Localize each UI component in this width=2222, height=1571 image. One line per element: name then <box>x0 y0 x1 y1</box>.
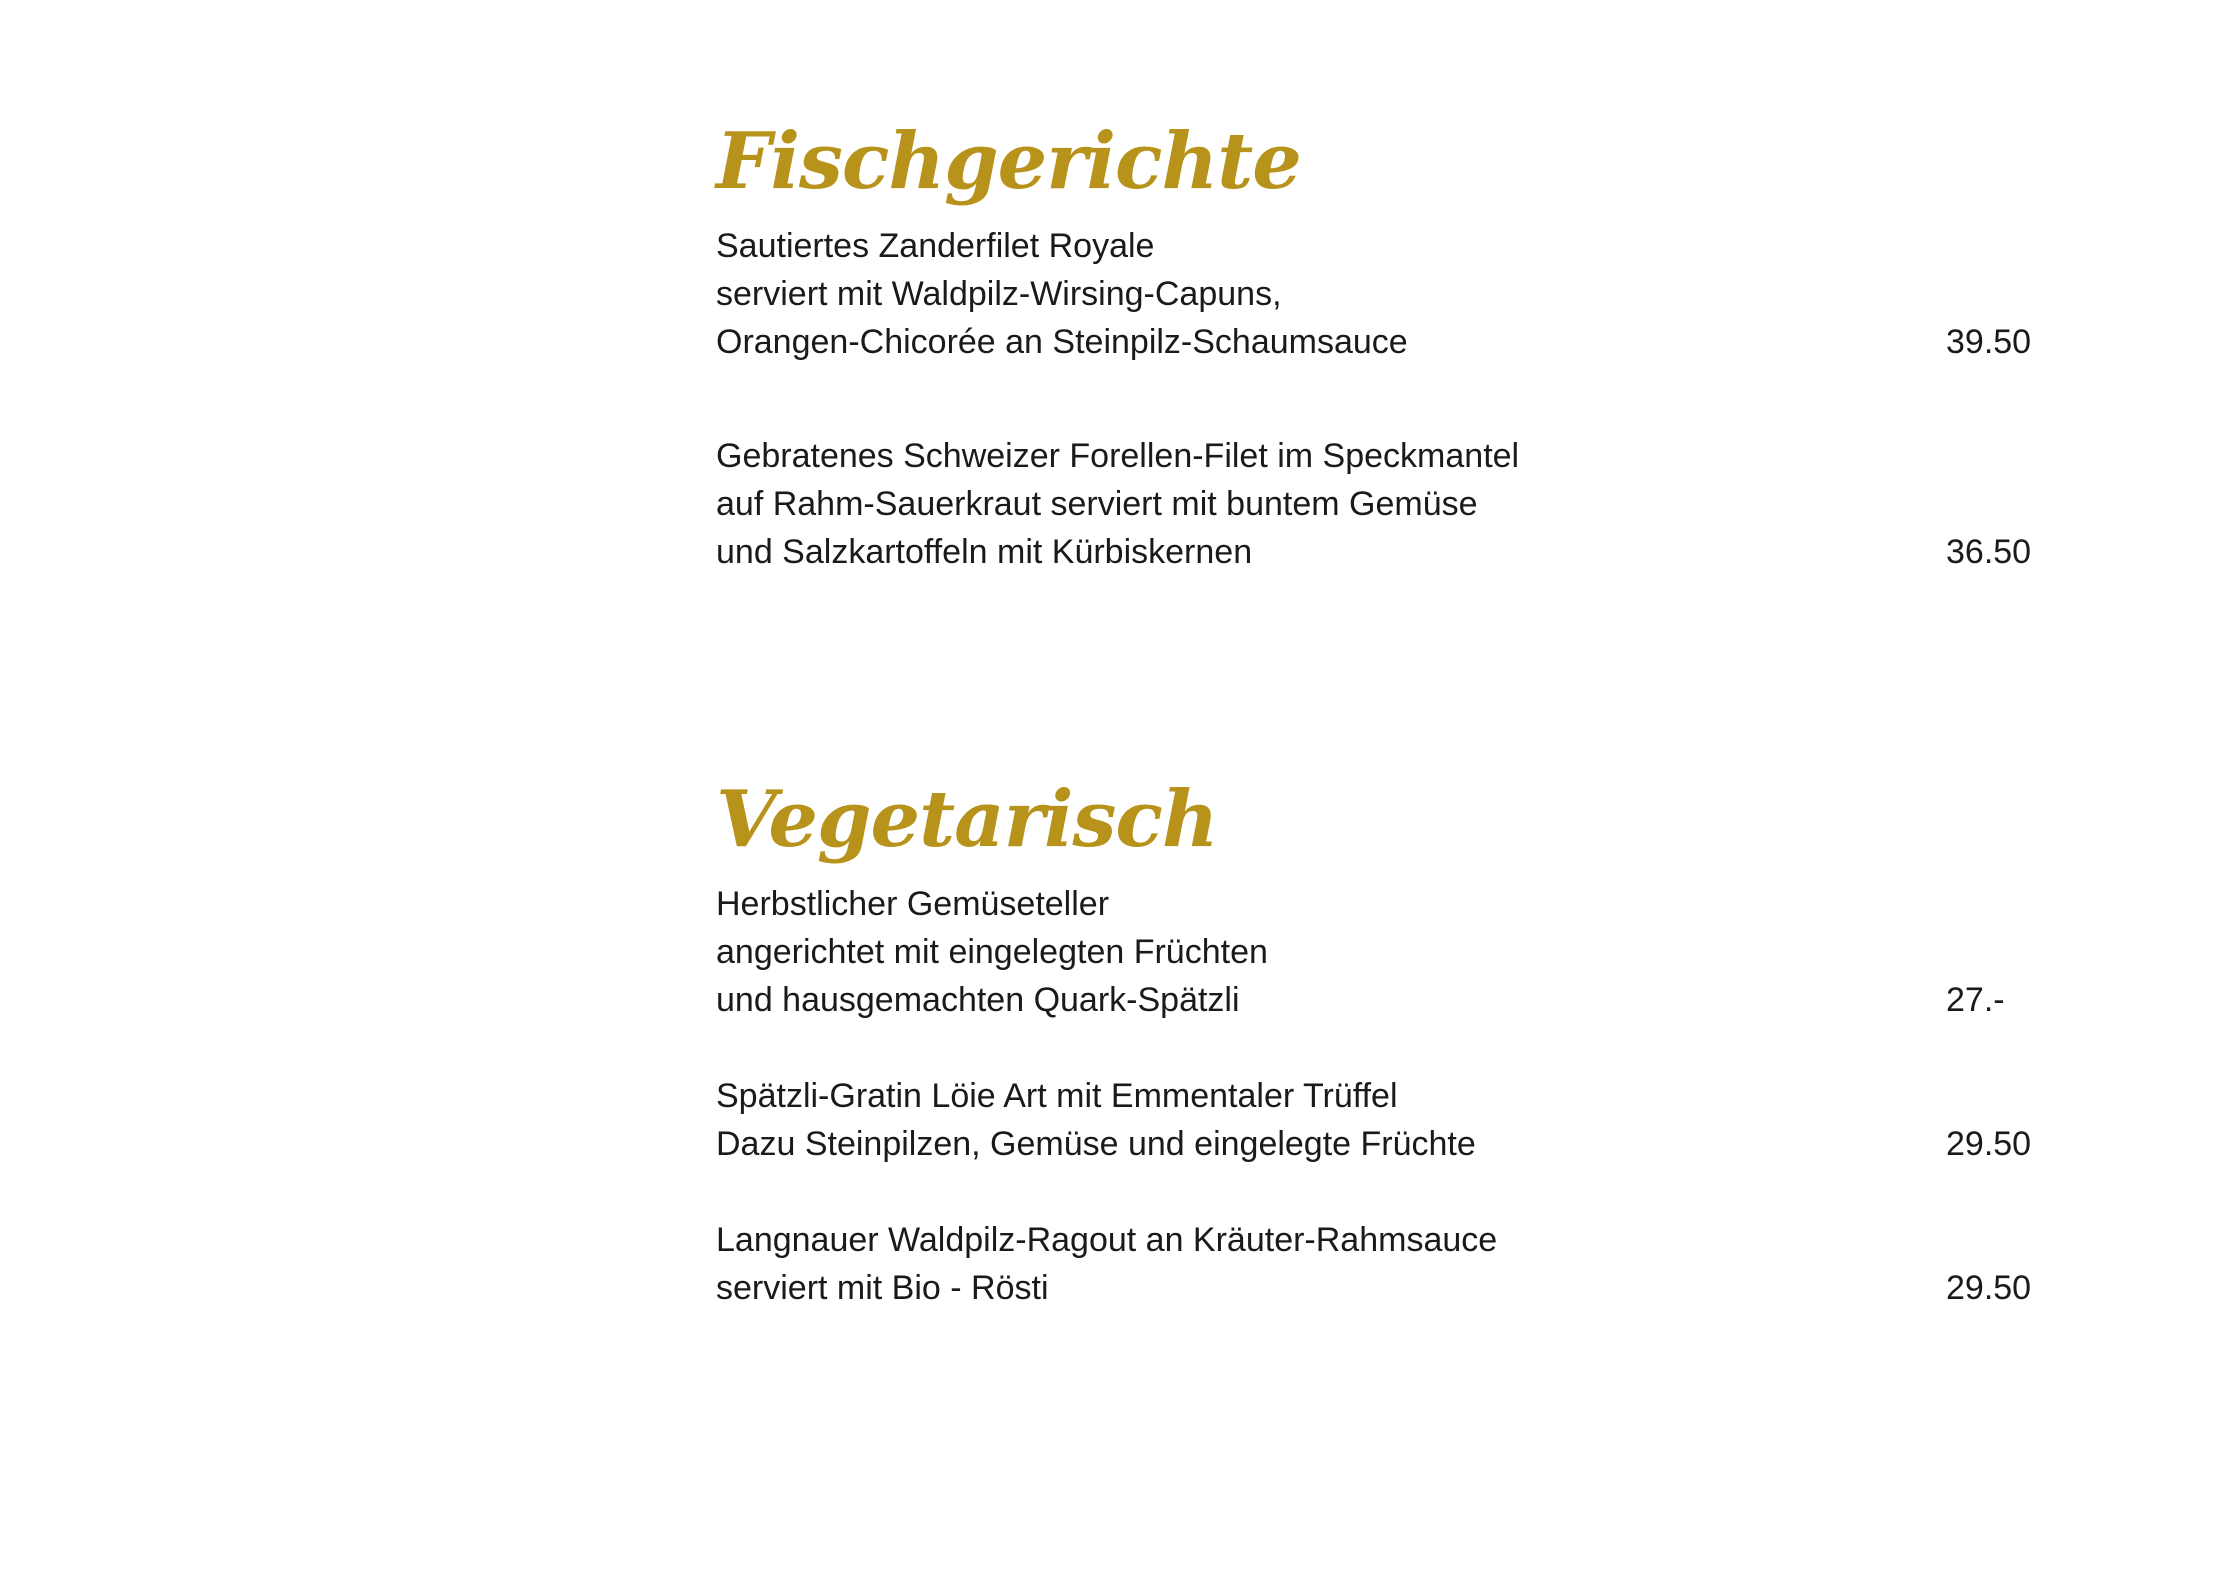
section-fischgerichte <box>716 112 2036 576</box>
dish-item <box>716 432 2036 576</box>
dish-description: serviert mit Bio - Rösti <box>716 1269 1049 1307</box>
dish-description: und hausgemachten Quark-Spätzli <box>716 981 1240 1019</box>
section-title: Fischgerichte <box>716 116 1301 207</box>
dish-price: 29.50 <box>1946 1125 2032 1163</box>
section-title: Vegetarisch <box>716 774 1218 865</box>
dish-item <box>716 880 2036 1024</box>
dish-description: und Salzkartoffeln mit Kürbiskernen <box>716 533 1253 571</box>
dish-item <box>716 1216 2036 1312</box>
dish-item <box>716 1072 2036 1168</box>
dish-name: Sautiertes Zanderfilet Royale <box>716 227 1155 265</box>
dish-description: Dazu Steinpilzen, Gemüse und eingelegte Früchte <box>716 1125 1476 1163</box>
dish-name: Herbstlicher Gemüseteller <box>716 885 1110 923</box>
dish-price: 27.- <box>1946 981 2005 1019</box>
dish-price: 29.50 <box>1946 1269 2032 1307</box>
dish-name: Spätzli-Gratin Löie Art mit Emmentaler Trüffel <box>716 1077 1398 1115</box>
dish-item <box>716 222 2036 366</box>
dish-name: Langnauer Waldpilz-Ragout an Kräuter-Rahmsauce <box>716 1221 1498 1259</box>
dish-price: 39.50 <box>1946 323 2032 361</box>
dish-description: angerichtet mit eingelegten Früchten <box>716 933 1268 971</box>
dish-description: Orangen-Chicorée an Steinpilz-Schaumsauce <box>716 323 1408 361</box>
dish-description: auf Rahm-Sauerkraut serviert mit buntem Gemüse <box>716 485 1478 523</box>
dish-price: 36.50 <box>1946 533 2032 571</box>
section-vegetarisch <box>716 770 2036 1312</box>
dish-description: serviert mit Waldpilz-Wirsing-Capuns, <box>716 275 1282 313</box>
dish-name: Gebratenes Schweizer Forellen-Filet im Speckmantel <box>716 437 1520 475</box>
